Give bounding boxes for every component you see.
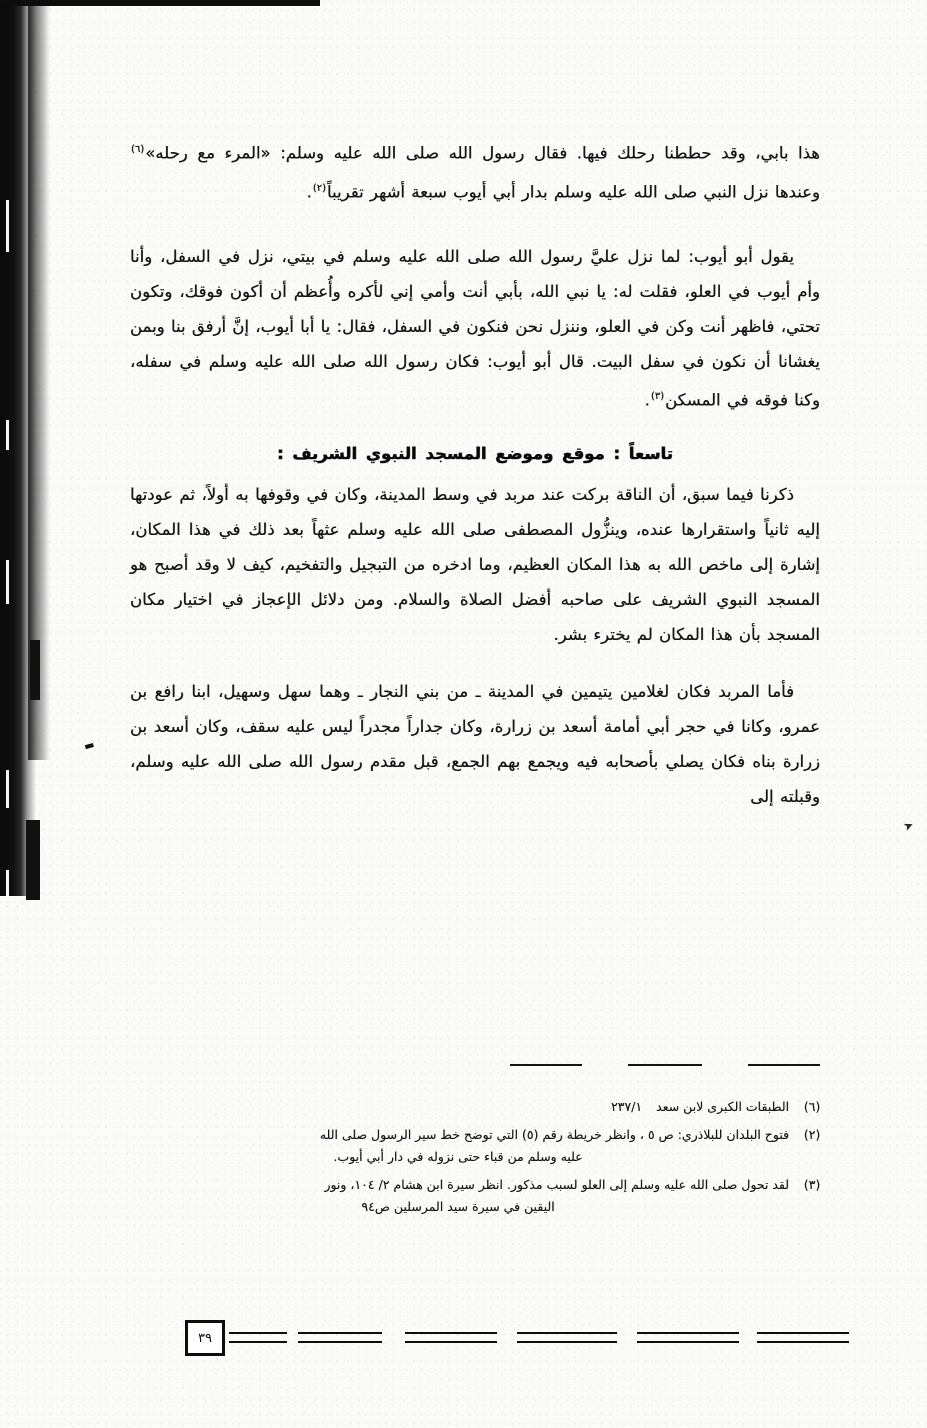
scan-edge-artifact	[6, 770, 9, 808]
page-footer	[0, 1320, 927, 1366]
footnotes-block	[127, 1096, 827, 1224]
footer-rule-segment	[229, 1332, 287, 1343]
footnote-text-continuation: اليقين في سيرة سيد المرسلين ص٩٤	[361, 1199, 555, 1214]
footnote-item	[127, 1096, 827, 1118]
paragraph-1: هذا بابي، وقد حططنا رحلك فيها. فقال رسول الله صلى الله عليه وسلم: «المرء مع رحله»$^{(٦)}$ وعندها نزل النبي صلى الله عليه وسلم بدار أبي أيوب سبعة أشهر تقريباً$^{(٢)}$.	[131, 143, 820, 201]
footnote-text-continuation: عليه وسلم من قباء حتى نزوله في دار أبي أيوب.	[333, 1149, 583, 1164]
scan-margin-speck: ➤	[901, 817, 916, 835]
paragraph-3-text: ذكرنا فيما سبق، أن الناقة بركت عند مربد في وسط المدينة، وكان في وقوفها به أولاً، ثم عودتها إليه ثانياً واستقرارها عنده، وينزُّول المصطفى صلى الله عليه وسلم عثهاً بعد ذلك في هذا المكان، إشارة إلى ماخص الله به هذا المكان العظيم، وما ادخره من التبجيل والتفخيم، كيف لا وقد أصبح هو المسجد النبوي الشريف على صاحبه أفضل الصلاة والسلام. ومن دلائل الإعجاز في اختيار مكان المسجد بأن هذا المكان لم يخترء بشر.	[130, 484, 820, 644]
footnote-marker: (٢)	[803, 1127, 821, 1142]
paragraph-4	[130, 674, 820, 814]
footnote-item	[127, 1124, 827, 1168]
footnote-text: لقد تحول صلى الله عليه وسلم إلى العلو لسبب مذكور. انظر سيرة ابن هشام ٢/ ١٠٤، ونور	[324, 1177, 789, 1192]
section-heading	[130, 444, 820, 463]
scan-speck	[26, 820, 40, 900]
separator-dash	[510, 1064, 582, 1066]
scan-edge-artifact	[6, 560, 9, 604]
footer-rule-segment	[637, 1332, 739, 1343]
paragraph-4-text: فأما المربد فكان لغلامين يتيمين في المدينة ـ من بني النجار ـ وهما سهل وسهيل، ابنا رافع بن عمرو، وكانا في حجر أبي أمامة أسعد بن زرارة، وكان جداراً مجدراً ليس عليه سقف، وكان أسعد بن زرارة بناه فكان يصلي بأصحابه فيه ويجمع بهم الجمع، قبل مقدم رسول الله صلى الله عليه وسلم، وقبلته إلى	[130, 681, 820, 806]
footnote-separator	[440, 1064, 820, 1066]
page-number: ٣٩	[185, 1320, 225, 1356]
paragraph-1-text: هذا بابي، وقد حططنا رحلك فيها. فقال رسول الله صلى الله عليه وسلم: «المرء مع رحله»	[145, 143, 820, 163]
footnote-reference: ٢٣٧/١	[610, 1099, 643, 1114]
footnote-body	[127, 1096, 789, 1118]
separator-dash	[628, 1064, 702, 1066]
footer-rule-segment	[405, 1332, 497, 1343]
scan-top-edge-bar	[0, 0, 320, 6]
footnote-body	[127, 1174, 789, 1218]
footer-rule-segment	[517, 1332, 617, 1343]
paragraph-2: يقول أبو أيوب: لما نزل عليَّ رسول الله صلى الله عليه وسلم في بيتي، نزل في السفل، وأنا وأم أيوب في العلو، فقلت له: يا نبي الله، بأبي أنت وأمي إني لأكره وأُعظم أن أكون فوقك، وتكون تحتي، فاظهر أنت وكن في العلو، وننزل نحن فنكون في السفل، فقال: يا أبا أيوب، إنَّ أرفق بنا وبمن يغشانا أن نكون في سفل البيت. قال أبو أيوب: فكان رسول الله صلى الله عليه وسلم في سفله، وكنا فوقه في المسكن$^{(٣)}$.	[130, 247, 820, 410]
scan-edge-artifact	[6, 420, 9, 450]
separator-dash	[748, 1064, 820, 1066]
footnote-marker: (٣)	[803, 1177, 821, 1192]
footnote-ref-3[interactable]: (٣)	[650, 391, 665, 402]
footer-rule-segment	[298, 1332, 382, 1343]
paragraph-1-continuation: وعندها نزل النبي صلى الله عليه وسلم بدار أبي أيوب سبعة أشهر تقريباً	[327, 182, 820, 201]
scan-edge-artifact	[6, 870, 9, 896]
text-column	[130, 132, 820, 828]
footnote-ref-2[interactable]: (٢)	[312, 182, 327, 194]
footnote-body	[127, 1124, 789, 1168]
footnote-text: فتوح البلدان للبلاذري: ص ٥ ، وانظر خريطة رقم (٥) التي توضح خط سير الرسول صلى الله	[319, 1127, 789, 1142]
footnote-ref-6[interactable]: (٦)	[131, 144, 145, 155]
footnote-text: الطبقات الكبرى لابن سعد	[656, 1099, 789, 1114]
paragraph-2-text: يقول أبو أيوب: لما نزل عليَّ رسول الله صلى الله عليه وسلم في بيتي، نزل في السفل، وأنا وأم أيوب في العلو، فقلت له: يا نبي الله، بأبي أنت وأمي إني لأكره وأُعظم أن أكون فوقك، وتكون تحتي، فاظهر أنت وكن في العلو، وننزل نحن فنكون في السفل، فقال: يا أبا أيوب، إنَّ أرفق بنا وبمن يغشانا أن نكون في سفل البيت. قال أبو أيوب: فكان رسول الله صلى الله عليه وسلم في سفله، وكنا فوقه في المسكن	[130, 247, 820, 410]
section-heading-text: تاسعاً : موقع وموضع المسجد النبوي الشريف :	[277, 443, 673, 463]
scan-speck	[30, 640, 40, 700]
scan-edge-artifact	[6, 200, 9, 252]
footer-rule-segment	[757, 1332, 849, 1343]
paragraph-3	[130, 477, 820, 652]
footnote-marker: (٦)	[803, 1099, 821, 1114]
footnote-item	[127, 1174, 827, 1218]
scan-crease-mark: ▬	[82, 737, 96, 754]
